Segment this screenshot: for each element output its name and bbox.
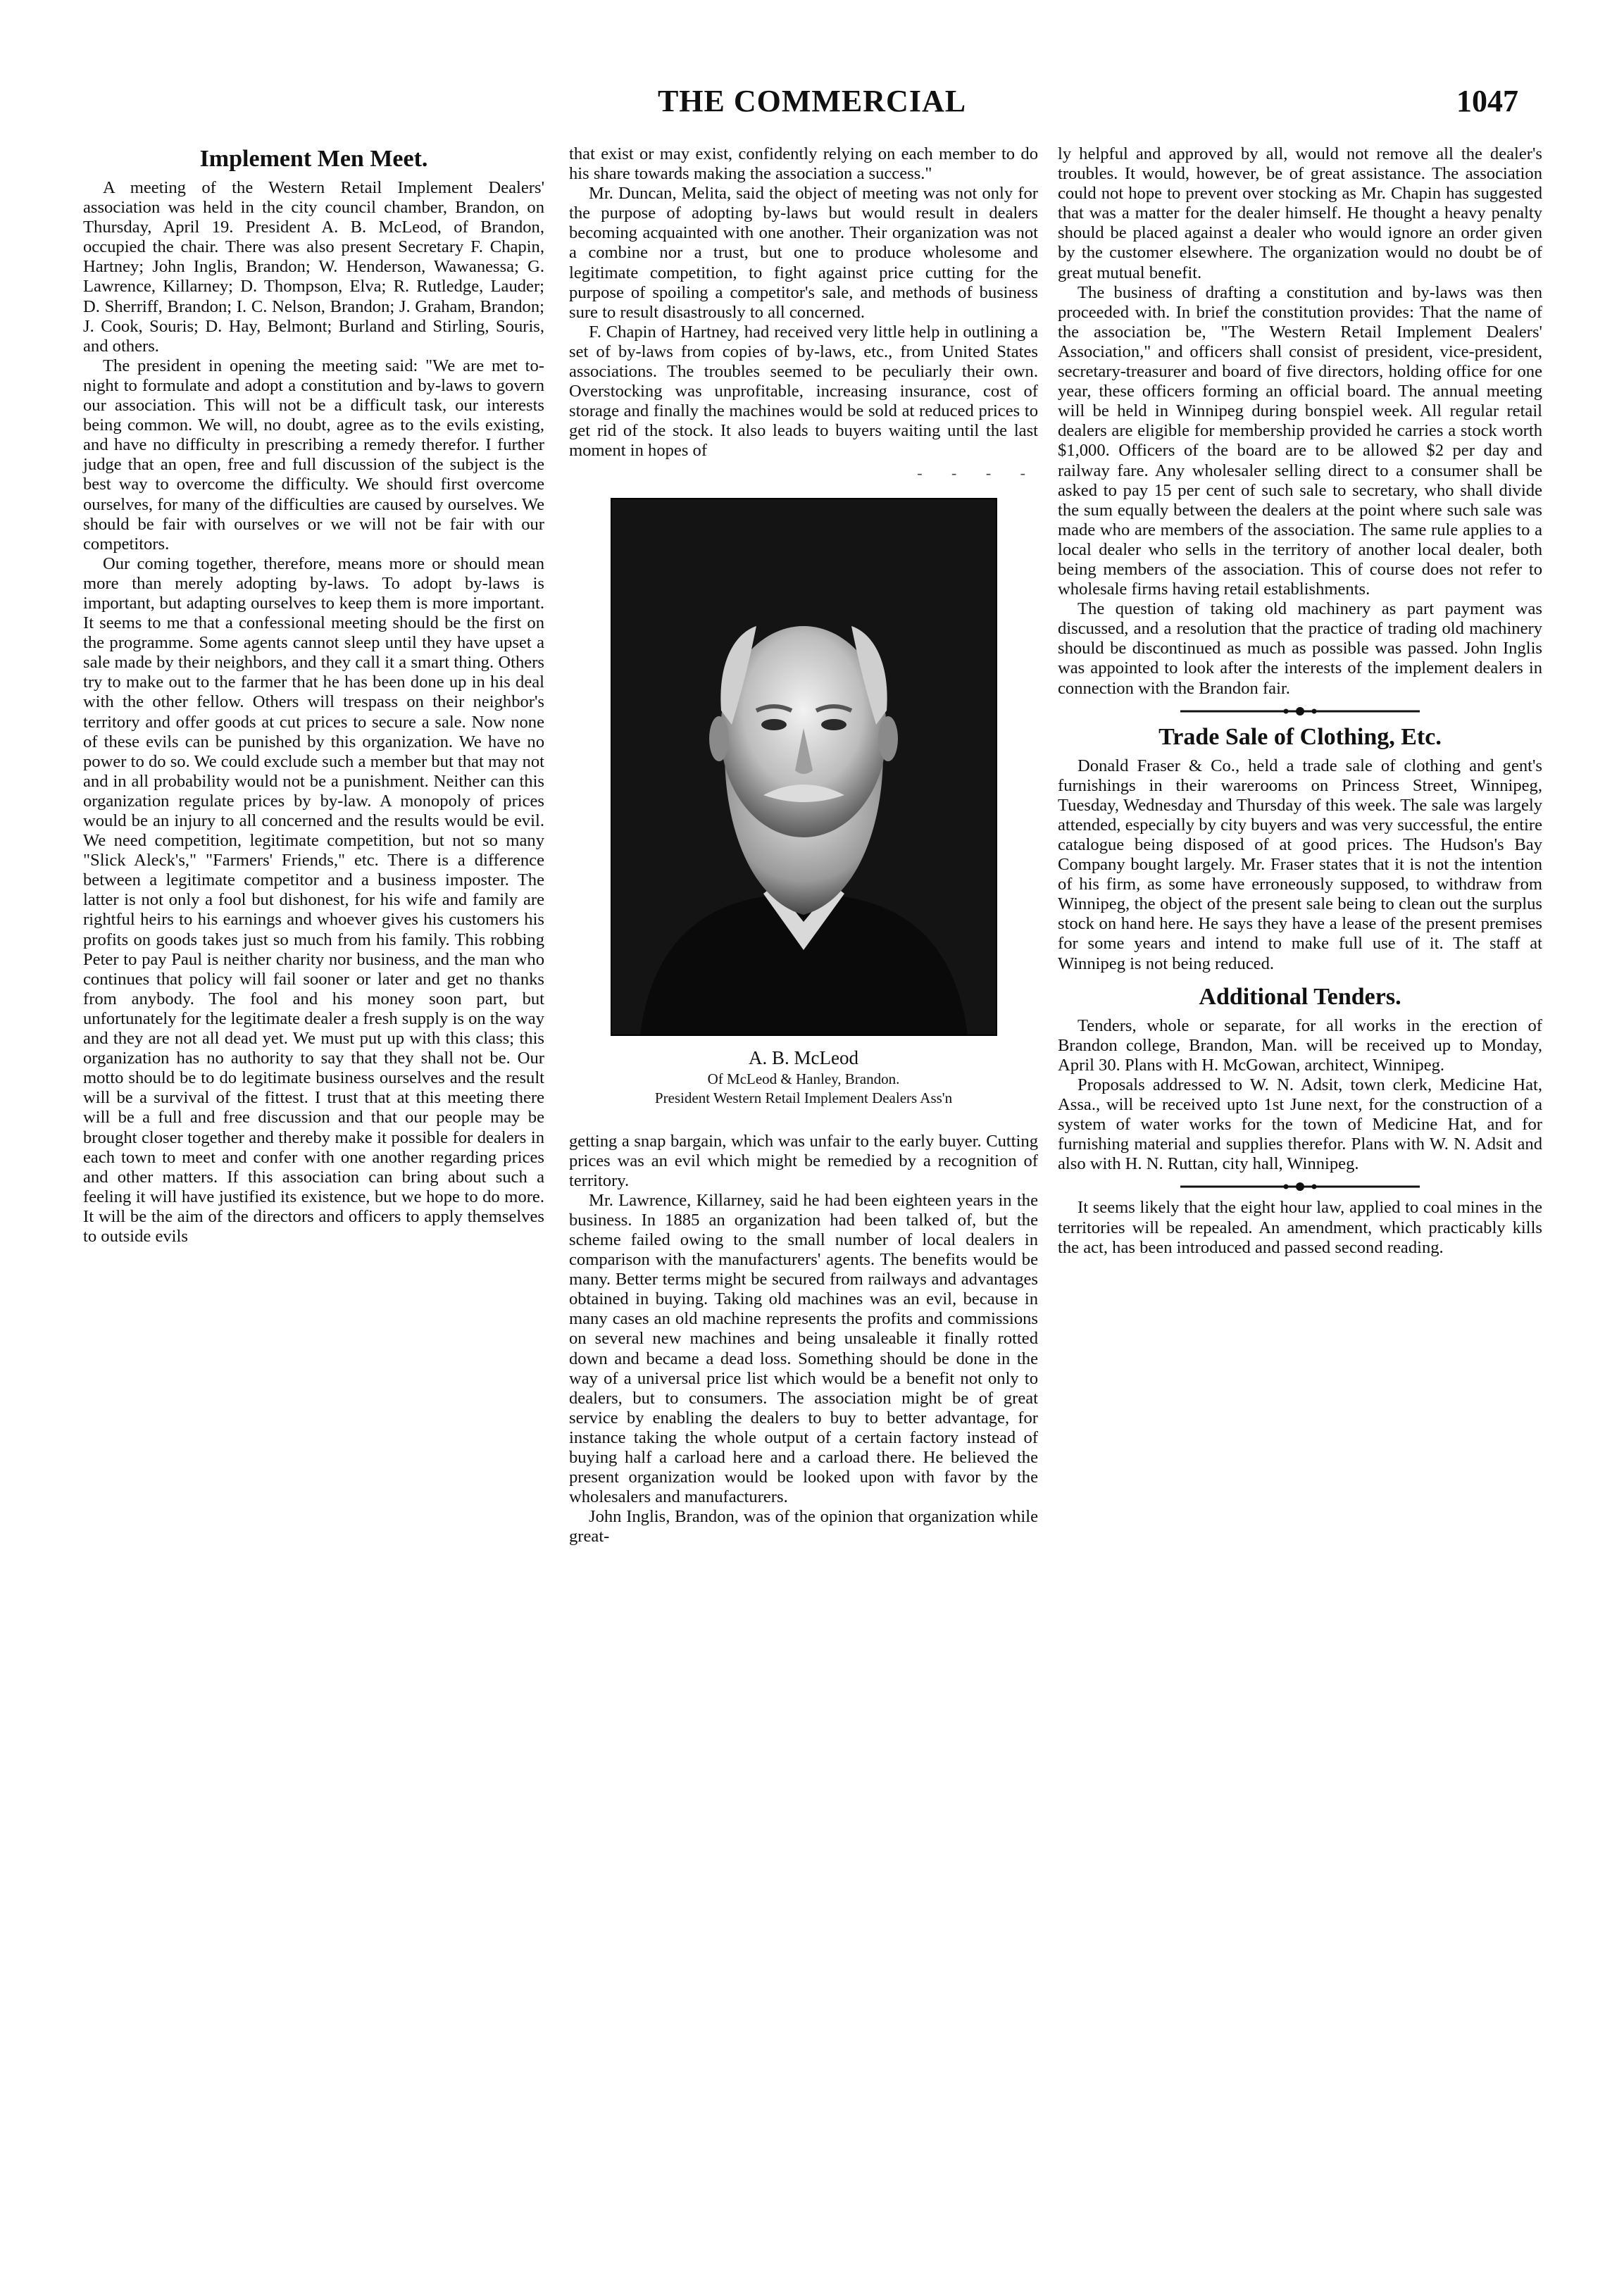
paragraph: The business of drafting a constitution and by-laws was then proceeded with. In brief the constitution provides: That the name of the association be, "The Western Retail Implement Dealers' Association," and officers shall consist of president, vice-president, secretary-treasurer and board of five directors, holding office for one year, these officers forming an official board. The annual meeting will be held in Winnipeg during bonspiel week. All regular retail dealers are eligible for membership provided he carries a stock worth $1,000. Officers of the board are to be allowed $2 per day and railway fare. Any wholesaler selling direct to a consumer shall be asked to pay 15 per cent of such sale to secretary, who shall divide the sum equally between the dealers at the point where such sale was made who are members of the association. The same rule applies to a local dealer who sells in the territory of another local dealer, both being members of the association. This of course does not refer to wholesale firms having retail establishments. bbox=[1058, 282, 1542, 599]
paragraph: Mr. Lawrence, Killarney, said he had been eighteen years in the business. In 1885 an organization had been talked of, but the scheme failed owing to the small number of local dealers in comparison with the manufacturers' agents. The benefits would be many. Better terms might be secured from railways and advantages obtained in buying. Taking old machines was an evil, because in many cases an old machine represents the profits and commissions on several new machines and being unsaleable it finally rotted down and became a dead loss. Something should be done in the way of a universal price list which would be a benefit not only to dealers, but to consumers. The association might be of great service by enabling the dealers to buy to better advantage, for instance taking the whole output of a certain factory instead of buying half a carload here and a carload there. He believed the present organization would be looked upon with favor by the wholesalers and manufacturers. bbox=[569, 1190, 1038, 1507]
paragraph: Donald Fraser & Co., held a trade sale of clothing and gent's furnishings in their warerooms on Princess Street, Winnipeg, Tuesday, Wednesday and Thursday of this week. The sale was largely attended, especially by city buyers and was very successful, the entire catalogue being disposed of at good prices. The Hudson's Bay Company bought largely. Mr. Fraser states that it is not the intention of his firm, as some have erroneously supposed, to withdraw from Winnipeg, the object of the present sale being to clean out the surplus stock on hand here. He says they have a lease of the present premises for some years and intend to make full use of it. The staff at Winnipeg is not being reduced. bbox=[1058, 756, 1542, 973]
dash-separator: - - - - bbox=[917, 463, 1038, 482]
paragraph: The president in opening the meeting said: "We are met to-night to formulate and adopt a constitution and by-laws to govern our association. This will not be a difficult task, our interests being common. We will, no doubt, agree as to the evils existing, and have no difficulty in prescribing a remedy therefor. I further judge that an open, free and full discussion of the subject is the best way to overcome the difficulty. We should first overcome ourselves, for many of the difficulties are caused by ourselves. We should be fair with ourselves or we will not be fair with our competitors. bbox=[83, 356, 544, 554]
rule-ornament-icon bbox=[1180, 1181, 1420, 1192]
paragraph: A meeting of the Western Retail Implement Dealers' association was held in the city council chamber, Brandon, on Thursday, April 19. President A. B. McLeod, of Brandon, occupied the chair. There was also present Secretary F. Chapin, Hartney; John Inglis, Brandon; W. Henderson, Wawanessa; G. Lawrence, Killarney; D. Thompson, Elva; R. Rutledge, Lauder; D. Sherriff, Brandon; I. C. Nelson, Brandon; J. Graham, Brandon; J. Cook, Souris; D. Hay, Belmont; Burland and Stirling, Souris, and others. bbox=[83, 178, 544, 356]
article-heading-additional-tenders: Additional Tenders. bbox=[1199, 983, 1401, 1010]
paragraph: F. Chapin of Hartney, had received very little help in outlining a set of by-laws from copies of by-laws, etc., from United States associations. The troubles seemed to be peculiarly their own. Overstocking was unprofitable, increasing insurance, cost of storage and finally the machines would be sold at reduced prices to get rid of the stock. It also leads to buyers waiting until the last moment in hopes of bbox=[569, 322, 1038, 461]
paragraph: that exist or may exist, confidently relying on each member to do his share towards making the association a success." bbox=[569, 144, 1038, 184]
column-3 bbox=[1058, 144, 1542, 1258]
paragraph: Mr. Duncan, Melita, said the object of meeting was not only for the purpose of adopting by-laws but would result in dealers becoming acquainted with one another. Their organization was not a combine nor a trust, but one to produce wholesome and legitimate competition, to fight against price cutting for the purpose of spoiling a competitor's sale, and methods of business sure to result disastrously to all concerned. bbox=[569, 184, 1038, 322]
paragraph: John Inglis, Brandon, was of the opinion that organization while great- bbox=[569, 1507, 1038, 1547]
rule-ornament-icon bbox=[1180, 706, 1420, 717]
paragraph: Tenders, whole or separate, for all works in the erection of Brandon college, Brandon, Man. will be received up to Monday, April 30. Plans with H. McGowan, architect, Winnipeg. bbox=[1058, 1016, 1542, 1075]
page-header bbox=[0, 83, 1624, 132]
ornamental-rule bbox=[1058, 706, 1542, 717]
paragraph: The question of taking old machinery as part payment was discussed, and a resolution that the practice of trading old machinery should be discontinued as much as possible was passed. John Inglis was appointed to look after the interests of the implement dealers in connection with the Brandon fair. bbox=[1058, 599, 1542, 698]
photo-caption-line: Of McLeod & Hanley, Brandon. bbox=[707, 1070, 900, 1087]
photo-caption-name: A. B. McLeod bbox=[749, 1046, 858, 1068]
paragraph: Proposals addressed to W. N. Adsit, town clerk, Medicine Hat, Assa., will be received upto 1st June next, for the construction of a system of water works for the town of Medicine Hat, and for furnishing material and supplies therefor. Plans with W. N. Adsit and also with H. N. Ruttan, city hall, Winnipeg. bbox=[1058, 1075, 1542, 1174]
portrait-image bbox=[612, 499, 996, 1035]
article-heading-implement-men-meet: Implement Men Meet. bbox=[199, 146, 428, 172]
portrait-photo bbox=[611, 498, 997, 1036]
column-2 bbox=[569, 144, 1038, 1547]
page-number: 1047 bbox=[1456, 84, 1518, 118]
article-heading-trade-sale: Trade Sale of Clothing, Etc. bbox=[1158, 723, 1442, 750]
column-1 bbox=[83, 144, 544, 1247]
publication-title: THE COMMERCIAL bbox=[657, 84, 967, 118]
portrait-figure bbox=[569, 498, 1038, 1108]
photo-caption-line: President Western Retail Implement Dealers Ass'n bbox=[654, 1089, 953, 1106]
paragraph: ly helpful and approved by all, would not remove all the dealer's troubles. It would, however, be of great assistance. The association could not hope to prevent over stocking as Mr. Chapin has suggested that was a matter for the dealer himself. He thought a heavy penalty should be placed against a dealer who would ignore an order given by the customer elsewhere. The organization would no doubt be of great mutual benefit. bbox=[1058, 144, 1542, 282]
paragraph: It seems likely that the eight hour law, applied to coal mines in the territories will be repealed. An amendment, which practicably kills the act, has been introduced and passed second reading. bbox=[1058, 1198, 1542, 1257]
paragraph: Our coming together, therefore, means more or should mean more than merely adopting by-laws. To adopt by-laws is important, but adapting ourselves to keep them is more important. It seems to me that a confessional meeting should be the first on the programme. Some agents cannot sleep until they have upset a sale made by their neighbors, and they call it a smart thing. Others try to make out to the farmer that he has been done up in his deal with the other fellow. Others will trespass on their neighbor's territory and offer goods at cut prices to secure a sale. Now none of these evils can be punished by this organization. We have no power to do so. We could exclude such a member but that may not and in all probability would not be a punishment. Neither can this organization regulate prices by by-law. A monopoly of prices would be an injury to all concerned and the results would be evil. We need competition, legitimate competition, but not so many "Slick Aleck's," "Farmers' Friends," etc. There is a difference between a legitimate competitor and a business imposter. The latter is not only a fool but dishonest, for his wife and family are rightful heirs to his earnings and whoever gives his customers his profits on goods takes just so much from his family. This robbing Peter to pay Paul is neither charity nor business, and the man who continues that policy will fail sooner or later and get no thanks from anybody. The fool and his money soon part, but unfortunately for the legitimate dealer a fresh supply is on the way and they are not all dead yet. We must put up with this class; this organization has no authority to say that they shall not be. Our motto should be to do legitimate business ourselves and the result will be a survival of the fittest. I trust that at this meeting there will be a full and free discussion and that our people may be brought closer together and thereby make it possible for dealers in each town to meet and confer with one another regarding prices and other matters. If this association can bring about such a feeling it will have justified its existence, but we hope to do more. It will be the aim of the directors and officers to apply themselves to outside evils bbox=[83, 554, 544, 1246]
ornamental-rule bbox=[1058, 1181, 1542, 1192]
paragraph: getting a snap bargain, which was unfair to the early buyer. Cutting prices was an evil which might be remedied by a recognition of territory. bbox=[569, 1131, 1038, 1190]
